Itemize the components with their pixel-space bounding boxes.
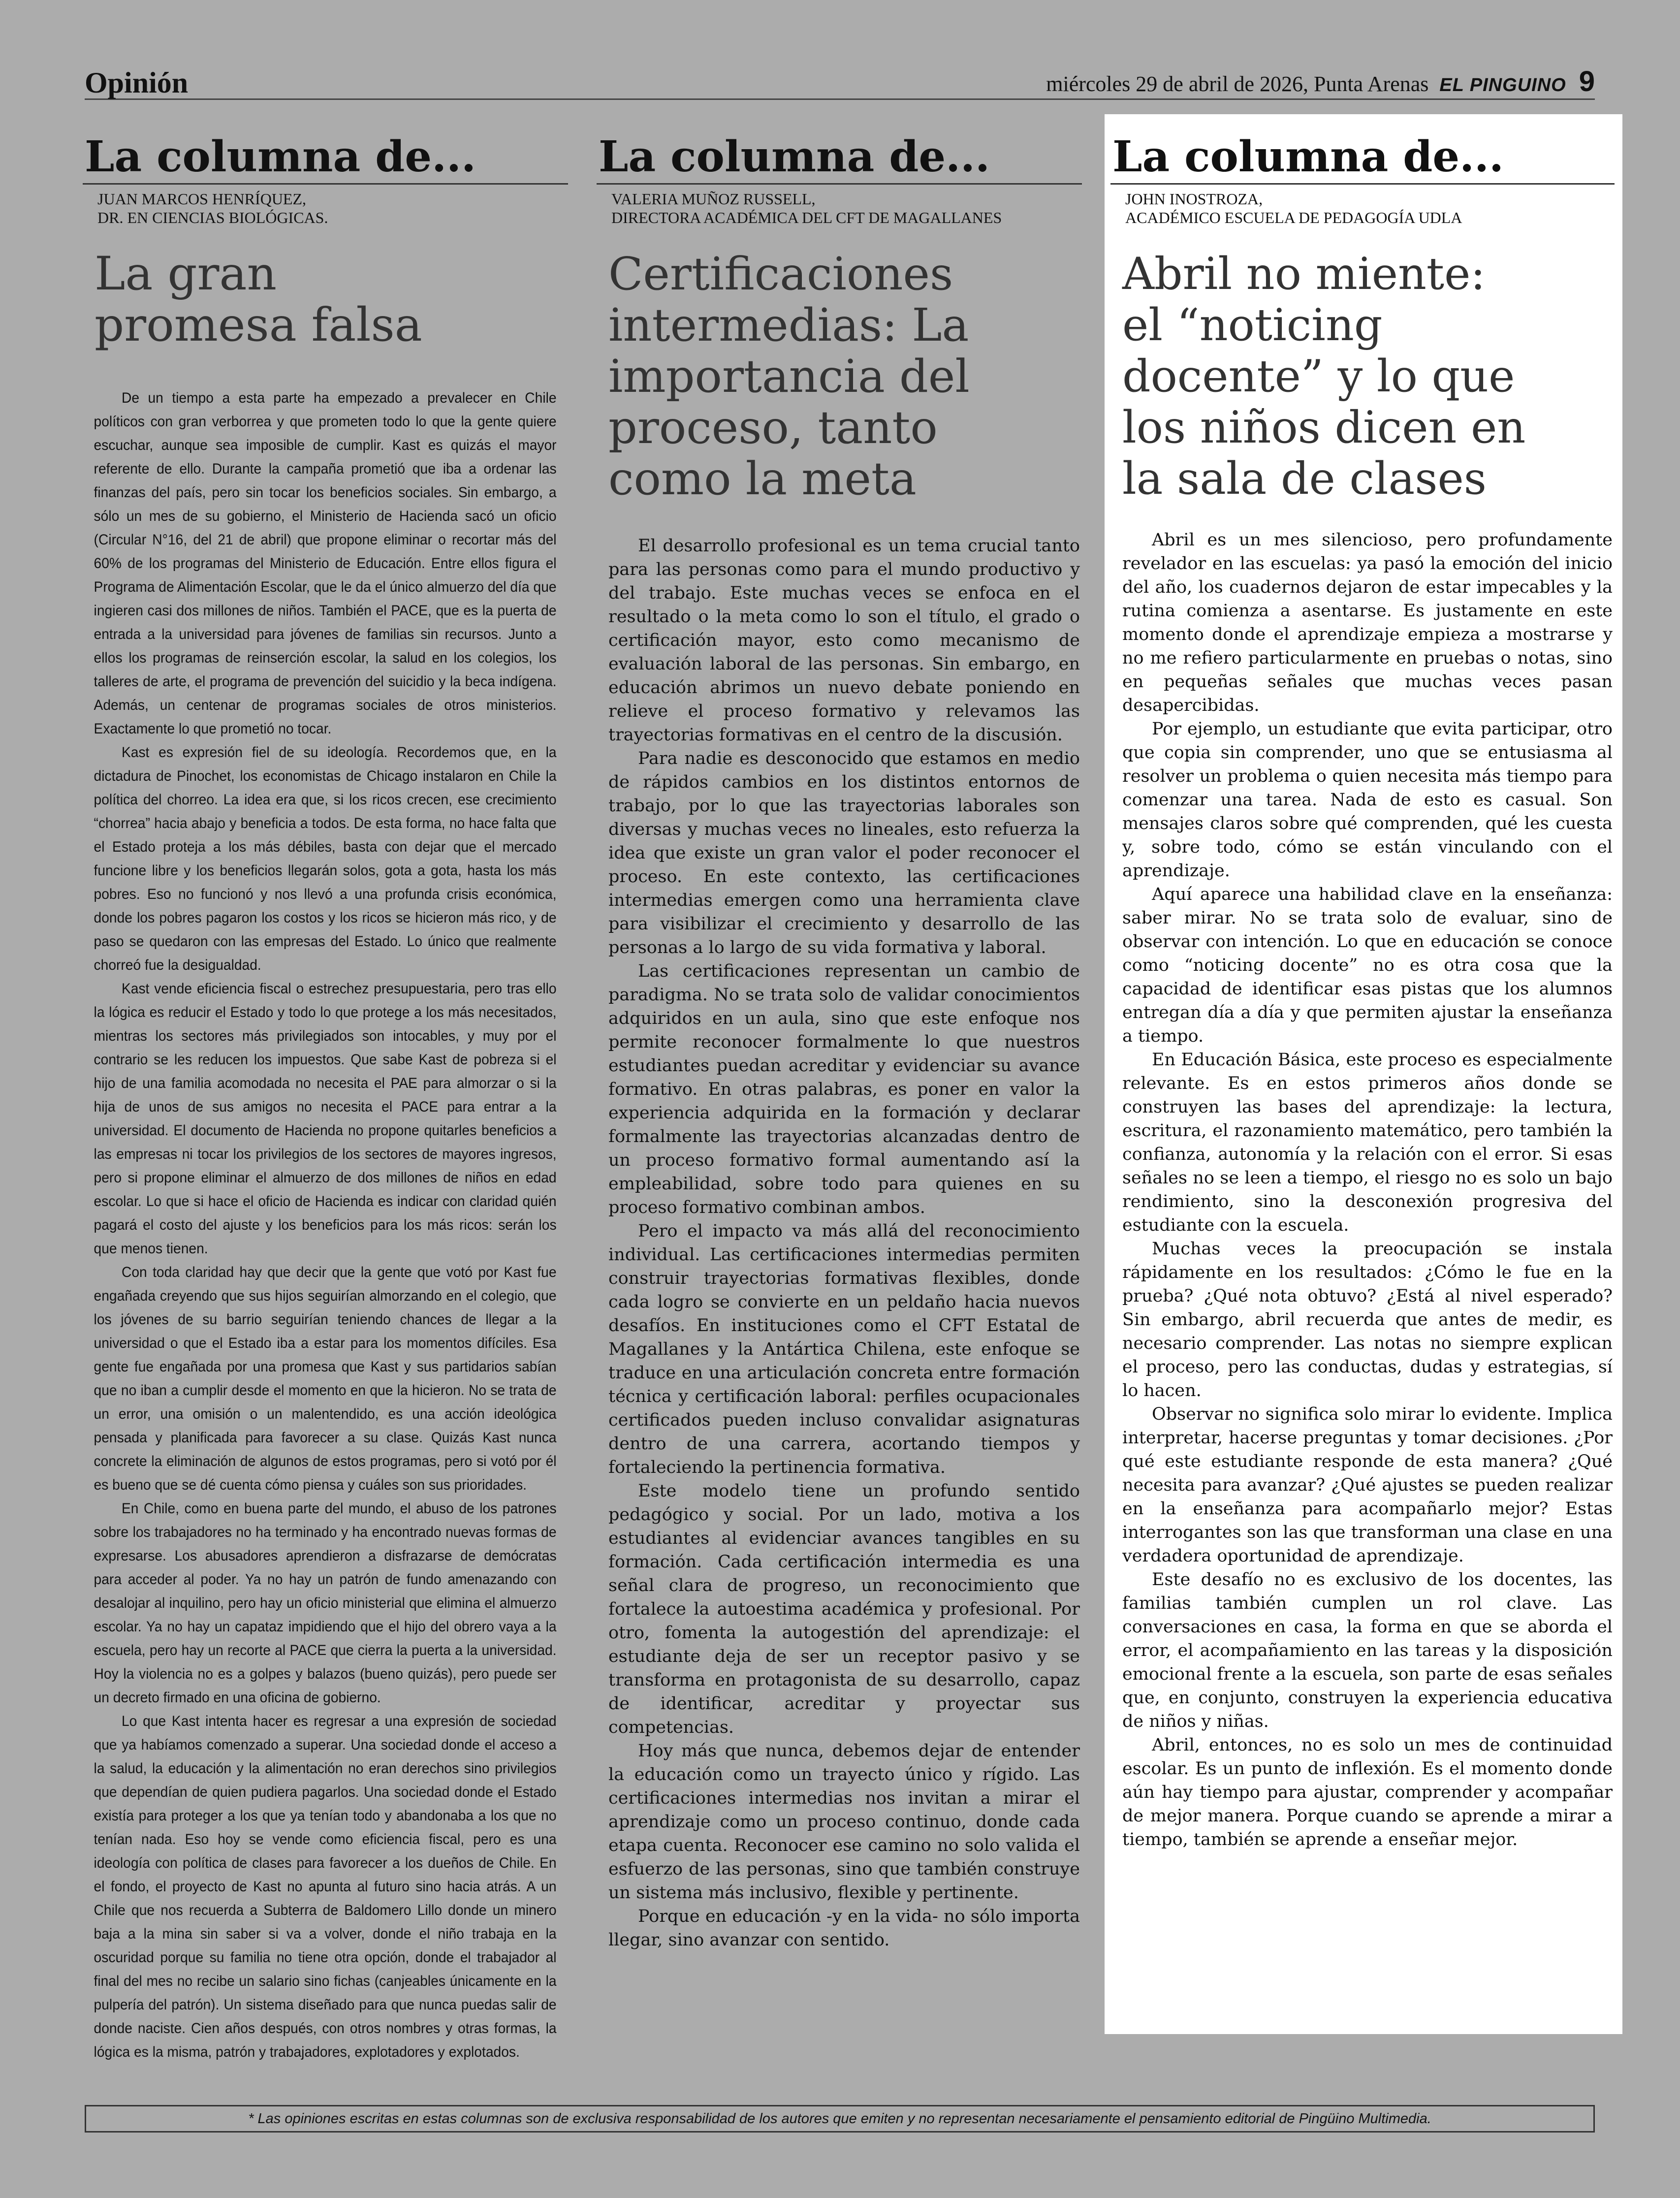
- headline-line: La gran: [95, 247, 277, 301]
- author-role: DR. EN CIENCIAS BIOLÓGICAS.: [97, 209, 328, 226]
- headline-line: como la meta: [608, 452, 917, 505]
- paragraph: Abril, entonces, no es solo un mes de continuidad escolar. Es un punto de inflexión. Es el momento donde aún hay tiempo para ajustar, comprender y acompañar de mejor manera. Porque cuando se aprende a mirar a tiempo, también se aprende a enseñar mejor.: [1122, 1735, 1613, 1849]
- author-byline: [1110, 190, 1615, 227]
- headline-line: proceso, tanto: [608, 401, 938, 454]
- opinion-column-2: [597, 114, 1082, 2065]
- headline-line: Certificaciones: [608, 248, 953, 300]
- paragraph: Abril es un mes silencioso, pero profundamente revelador en las escuelas: ya pasó la emoción del inicio del año, los cuadernos dejaron de estar impecables y la rutina comienza a asentarse. Es justamente en este momento donde el aprendizaje empieza a mostrarse y no me refiero particularmente en pruebas o notas, sino en pequeñas señales que muchas veces pasan desapercibidas.: [1122, 530, 1613, 715]
- paragraph: Con toda claridad hay que decir que la gente que votó por Kast fue engañada creyendo que sus hijos seguirían almorzando en el colegio, que los jóvenes de su barrio seguirían teniendo chances de llegar a la universidad o que el Estado iba a estar para los momentos difíciles. Esa gente fue engañada por una promesa que Kast y sus partidarios sabían que no iban a cumplir desde el momento en que la hicieron. No se trata de un error, una omisión o un malentendido, es una acción ideológica pensada y planificada para favorecer a su clase. Quizás Kast nunca concrete la eliminación de algunos de estos programas, pero si votó por él es bueno que se dé cuenta cómo piensa y cuáles son sus prioridades.: [94, 1264, 557, 1493]
- paragraph: Pero el impacto va más allá del reconocimiento individual. Las certificaciones intermedias permiten construir trayectorias formativas flexibles, donde cada logro se convierte en un peldaño hacia nuevos desafíos. En instituciones como el CFT Estatal de Magallanes y la Antártica Chilena, este enfoque se traduce en una articulación concreta entre formación técnica y certificación laboral: perfiles ocupacionales certificados pueden incluso convalidar asignaturas dentro de una carrera, acortando tiempos y fortaleciendo la pertinencia formativa.: [608, 1221, 1080, 1477]
- author-role: DIRECTORA ACADÉMICA DEL CFT DE MAGALLANES: [611, 209, 1002, 226]
- article-headline: [83, 249, 568, 351]
- paragraph: Para nadie es desconocido que estamos en medio de rápidos cambios en los distintos entornos de trabajo, por lo que las trayectorias laborales son diversas y muchas veces no lineales, esto refuerza la idea que existe un gran valor el poder reconocer el proceso. En este contexto, las certificaciones intermedias emergen como una herramienta clave para visibilizar el crecimiento y desarrollo de las personas a lo largo de su vida formativa y laboral.: [608, 749, 1080, 957]
- paragraph: Aquí aparece una habilidad clave en la enseñanza: saber mirar. No se trata solo de evaluar, sino de observar con intención. Lo que en educación se conoce como “noticing docente” no es otra cosa que la capacidad de identificar esas pistas que los alumnos entregan día a día y que permiten ajustar la enseñanza a tiempo.: [1122, 885, 1613, 1046]
- paragraph: Muchas veces la preocupación se instala rápidamente en los resultados: ¿Cómo le fue en la prueba? ¿Qué nota obtuvo? ¿Está al nivel esperado? Sin embargo, abril recuerda que antes de medir, es necesario comprender. Las notas no siempre explican el proceso, pero las conductas, dudas y estrategias, sí lo hacen.: [1122, 1239, 1613, 1401]
- opinion-column-3: [1105, 114, 1622, 2034]
- paragraph: Porque en educación -y en la vida- no sólo importa llegar, sino avanzar con sentido.: [608, 1907, 1080, 1950]
- paragraph: Kast es expresión fiel de su ideología. Recordemos que, en la dictadura de Pinochet, los economistas de Chicago instalaron en Chile la política del chorreo. La idea era que, si los ricos crecen, ese crecimiento “chorrea” hacia abajo y beneficia a todos. De esta forma, no hace falta que el Estado proteja a los más débiles, basta con dejar que el mercado funcione libre y los beneficios llegarán solos, gota a gota, hasta los más pobres. Eso no funcionó y nos llevó a una profunda crisis económica, donde los pobres pagaron los costos y los ricos se hicieron más rico, y de paso se quedaron con las empresas del Estado. Lo único que realmente chorreó fue la desigualdad.: [94, 744, 557, 973]
- article-body: [1110, 528, 1615, 1851]
- author-role: ACADÉMICO ESCUELA DE PEDAGOGÍA UDLA: [1125, 209, 1462, 226]
- author-byline: [597, 190, 1082, 227]
- section-title: Opinión: [85, 66, 189, 99]
- article-body: [83, 386, 558, 2064]
- paragraph: Kast vende eficiencia fiscal o estrechez presupuestaria, pero tras ello la lógica es reducir el Estado y todo lo que protege a los más necesitados, mientras los sectores más privilegiados son intocables, y muy por el contrario se les reducen los impuestos. Que sabe Kast de pobreza si el hijo de una familia acomodada no necesita el PAE para almorzar o si la hija de unos de sus amigos no necesita el PACE para entrar a la universidad. El documento de Hacienda no propone quitarles beneficios a las empresas ni tocar los privilegios de los sectores de mayores ingresos, pero si propone eliminar el almuerzo de dos millones de niños en edad escolar. Lo que si hace el oficio de Hacienda es indicar con claridad quién pagará el costo del ajuste y los beneficios para los más ricos: serán los que menos tienen.: [94, 981, 557, 1257]
- opinion-column-1: [83, 114, 568, 2065]
- paragraph: Este desafío no es exclusivo de los docentes, las familias también cumplen un rol clave. Las conversaciones en casa, la forma en que se aborda el error, el acompañamiento en las tareas y la disposición emocional frente a la escuela, son parte de esas señales que, en conjunto, construyen la experiencia educativa de niños y niñas.: [1122, 1570, 1613, 1731]
- article-headline: [1110, 249, 1615, 505]
- author-name: JUAN MARCOS HENRÍQUEZ,: [97, 190, 307, 208]
- paragraph: En Educación Básica, este proceso es especialmente relevante. Es en estos primeros años donde se construyen las bases del aprendizaje: la lectura, escritura, el razonamiento matemático, pero también la confianza, autonomía y la relación con el error. Si esas señales no se leen a tiempo, el riesgo no es solo un bajo rendimiento, sino la desconexión progresiva del estudiante con la escuela.: [1122, 1050, 1613, 1235]
- page-header: [85, 61, 1595, 100]
- paragraph: En Chile, como en buena parte del mundo, el abuso de los patrones sobre los trabajadores no ha terminado y ha encontrado nuevas formas de expresarse. Los abusadores aprendieron a disfrazarse de demócratas para acceder al poder. Ya no hay un patrón de fundo amenazando con desalojar al inquilino, pero hay un oficio ministerial que elimina el almuerzo escolar. Ya no hay un capataz impidiendo que el hijo del obrero vaya a la escuela, pero hay un recorte al PACE que cierra la puerta a la universidad. Hoy la violencia no es a golpes y balazos (bueno quizás), pero puede ser un decreto firmado en una oficina de gobierno.: [94, 1500, 557, 1706]
- paragraph: Las certificaciones representan un cambio de paradigma. No se trata solo de validar conocimientos adquiridos en un aula, sino que este enfoque nos permite reconocer formalmente lo que nuestros estudiantes puedan acreditar y evidenciar su avance formativo. En otras palabras, es poner en valor la experiencia adquirida en la formación y declarar formalmente las trayectorias alcanzadas dentro de un proceso formativo formal aumentando así la empleabilidad, sobre todo para quienes en su proceso formativo combinan ambos.: [608, 961, 1080, 1217]
- disclaimer-box: [85, 2105, 1595, 2133]
- paragraph: Lo que Kast intenta hacer es regresar a una expresión de sociedad que ya habíamos comenzado a superar. Una sociedad donde el acceso a la salud, la educación y la alimentación no eran derechos sino privilegios que dependían de quien pudiera pagarlos. Una sociedad donde el Estado existía para proteger a los que ya tenían todo y abandonaba a los que no tenían nada. Eso hoy se vende como eficiencia fiscal, pero es una ideología con política de clases para favorecer a los dueños de Chile. En el fondo, el proyecto de Kast no apunta al futuro sino hacia atrás. A un Chile que nos recuerda a Subterra de Baldomero Lillo donde un minero baja a la mina sin saber si va a volver, donde el niño trabaja en la oscuridad porque su familia no tiene otra opción, donde el trabajador al final del mes no recibe un salario sino fichas (canjeables únicamente en la pulpería del patrón). Un sistema diseñado para que nunca puedas salir de donde naciste. Cien años después, con otros nombres y otras formas, la lógica es la misma, patrón y trabajadores, explotadores y explotados.: [94, 1713, 557, 2060]
- paragraph: Por ejemplo, un estudiante que evita participar, otro que copia sin comprender, uno que se entusiasma al resolver un problema o quien necesita más tiempo para comenzar una tarea. Nada de esto es casual. Son mensajes claros sobre qué comprenden, qué les cuesta y, sobre todo, cómo se están vinculando con el aprendizaje.: [1122, 719, 1613, 881]
- author-byline: [83, 190, 568, 227]
- headline-line: Abril no miente:: [1122, 248, 1486, 300]
- paragraph: Hoy más que nunca, debemos dejar de entender la educación como un trayecto único y rígido. Las certificaciones intermedias nos invitan a mirar el aprendizaje como un proceso continuo, donde cada etapa cuenta. Reconocer ese camino no solo valida el esfuerzo de las personas, sino que también construye un sistema más inclusivo, flexible y pertinente.: [608, 1741, 1080, 1903]
- headline-line: la sala de clases: [1122, 453, 1487, 505]
- headline-line: importancia del: [608, 350, 970, 403]
- paragraph: De un tiempo a esta parte ha empezado a prevalecer en Chile políticos con gran verborrea y que prometen todo lo que la gente quiere escuchar, aunque sea imposible de cumplir. Kast es quizás el mayor referente de ello. Durante la campaña prometió que iba a ordenar las finanzas del país, pero sin tocar los beneficios sociales. Sin embargo, a sólo un mes de su gobierno, el Ministerio de Hacienda sacó un oficio (Circular N°16, del 21 de abril) que propone eliminar o recortar más del 60% de los programas del Ministerio de Educación. Entre ellos figura el Programa de Alimentación Escolar, que le da el único almuerzo del día que ingieren casi dos millones de niños. También el PACE, que es la puerta de entrada a la universidad para jóvenes de familias sin recursos. Junto a ellos los programas de reinserción escolar, la salud en los colegios, los talleres de arte, el programa de prevención del suicidio y la beca indígena. Además, un centenar de programas sociales de otros ministerios. Exactamente lo que prometió no tocar.: [94, 390, 557, 737]
- header-meta: [1046, 67, 1595, 96]
- paragraph: Observar no significa solo mirar lo evidente. Implica interpretar, hacerse preguntas y tomar decisiones. ¿Por qué este estudiante responde de esta manera? ¿Qué necesita para avanzar? ¿Qué ajustes se pueden realizar en la enseñanza para acompañarlo mejor? Estas interrogantes son las que transforman una clase en una verdadera oportunidad de aprendizaje.: [1122, 1404, 1613, 1566]
- article-body: [597, 534, 1082, 1952]
- paragraph: El desarrollo profesional es un tema crucial tanto para las personas como para el mundo productivo y del trabajo. Este muchas veces se enfoca en el resultado o la meta como lo son el título, el grado o certificación mayor, esto como mecanismo de evaluación laboral de las personas. Sin embargo, en educación abrimos un nuevo debate poniendo en relieve el proceso formativo y relevamos las trayectorias formativas en el centro de la discusión.: [608, 536, 1080, 745]
- page-number: 9: [1579, 65, 1595, 97]
- headline-line: docente” y lo que: [1122, 350, 1515, 402]
- newspaper-logo: EL PINGUINO: [1439, 75, 1566, 96]
- author-name: JOHN INOSTROZA,: [1125, 190, 1263, 208]
- disclaimer-text: * Las opiniones escritas en estas columnas son de exclusiva responsabilidad de los autores que emiten y no representan necesariamente el pensamiento editorial de Pingüino Multimedia.: [248, 2110, 1431, 2127]
- issue-date: miércoles 29 de abril de 2026, Punta Arenas: [1046, 72, 1429, 96]
- headline-line: el “noticing: [1122, 299, 1383, 351]
- column-title: La columna de...: [1110, 114, 1615, 185]
- headline-line: los niños dicen en: [1122, 402, 1526, 453]
- headline-line: promesa falsa: [95, 298, 422, 352]
- headline-line: intermedias: La: [608, 299, 969, 351]
- paragraph: Este modelo tiene un profundo sentido pedagógico y social. Por un lado, motiva a los estudiantes al evidenciar avances tangibles en su formación. Cada certificación intermedia es una señal clara de progreso, un reconocimiento que fortalece la autoestima académica y profesional. Por otro, fomenta la autogestión del aprendizaje: el estudiante deja de ser un receptor pasivo y se transforma en protagonista de su desarrollo, capaz de identificar, acreditar y proyectar sus competencias.: [608, 1481, 1080, 1737]
- column-title: La columna de...: [83, 114, 568, 185]
- article-headline: [597, 249, 1082, 505]
- author-name: VALERIA MUÑOZ RUSSELL,: [611, 190, 816, 208]
- column-title: La columna de...: [597, 114, 1082, 185]
